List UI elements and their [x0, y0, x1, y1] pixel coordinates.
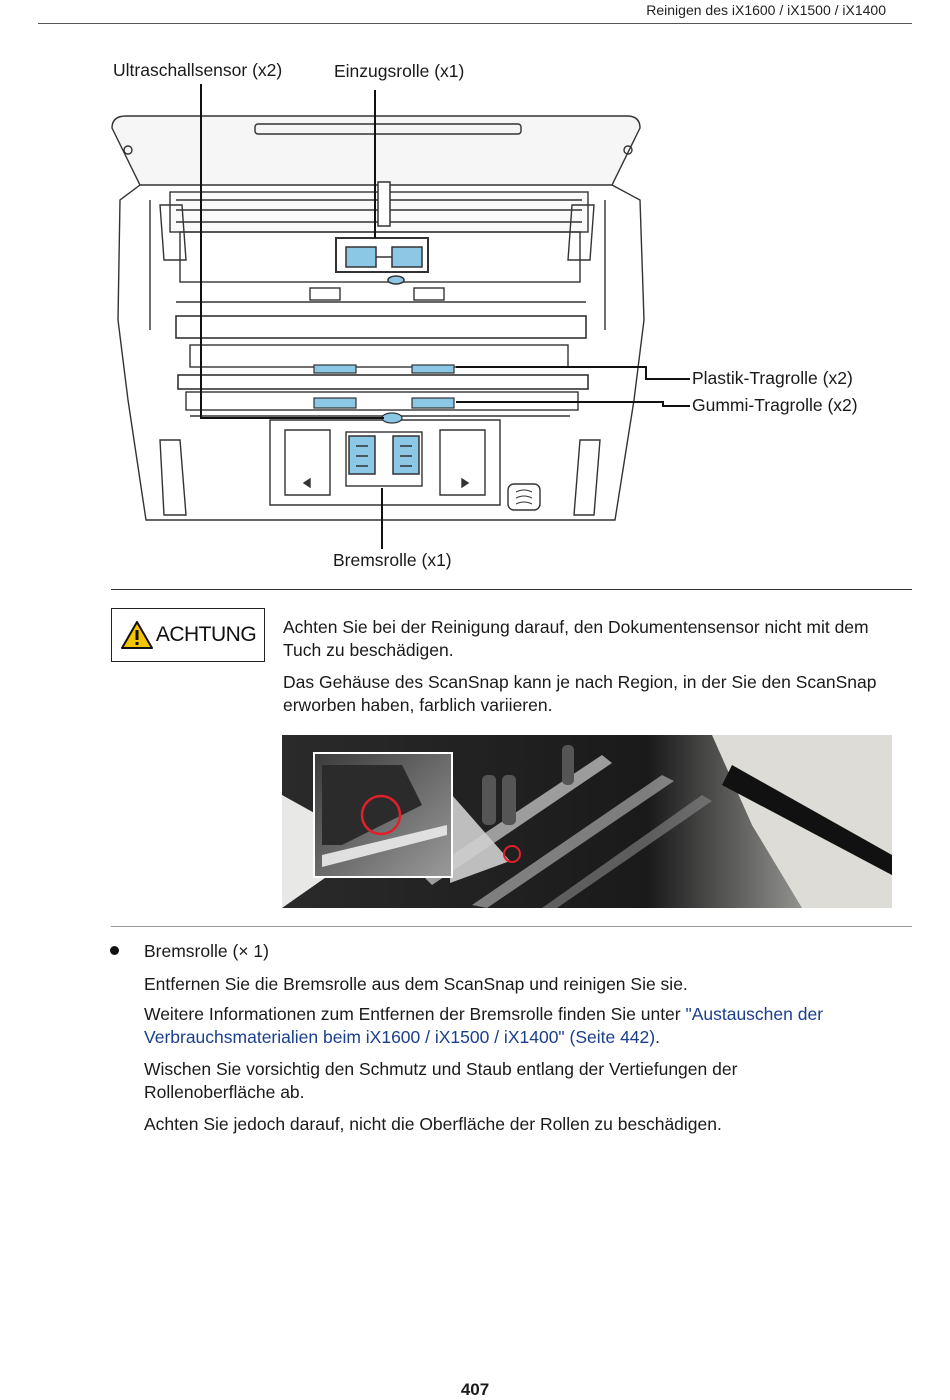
caution-badge: [111, 608, 265, 662]
bullet-paragraph-1: Entfernen Sie die Bremsrolle aus dem ScanSnap und reinigen Sie sie.: [144, 974, 688, 994]
caution-text-1: Achten Sie bei der Reinigung darauf, den Dokumentensensor nicht mit dem Tuch zu beschädigen.: [283, 617, 869, 660]
bullet-paragraph-2-suffix: .: [655, 1027, 660, 1047]
scanner-diagram: [100, 84, 690, 549]
section-divider: [111, 589, 912, 590]
running-header: Reinigen des iX1600 / iX1500 / iX1400: [646, 2, 886, 18]
caution-text-2: Das Gehäuse des ScanSnap kann je nach Region, in der Sie den ScanSnap erworben haben, farblich variieren.: [283, 672, 877, 715]
label-pick-roller: Einzugsrolle (x1): [334, 61, 465, 81]
header-rule: [38, 23, 912, 24]
bullet-paragraph-2: [144, 1003, 904, 1049]
bullet-title: Bremsrolle (× 1): [144, 941, 269, 961]
warning-triangle-icon: [120, 620, 154, 650]
bullet-paragraph-3: Wischen Sie vorsichtig den Schmutz und Staub entlang der Vertiefungen der Rollenoberfläche ab.: [144, 1059, 738, 1102]
section-divider: [111, 926, 912, 927]
replace-consumables-link[interactable]: "Austauschen der Verbrauchsmaterialien beim iX1600 / iX1500 / iX1400" (Seite 442): [144, 1004, 824, 1047]
document-sensor-photo: [282, 735, 892, 908]
label-ultrasonic-sensor: Ultraschallsensor (x2): [113, 60, 283, 80]
bullet-paragraph-2-prefix: Weitere Informationen zum Entfernen der Bremsrolle finden Sie unter: [144, 1004, 686, 1024]
label-rubber-idler-roller: Gummi-Tragrolle (x2): [692, 395, 858, 415]
bullet-dot-icon: [110, 946, 119, 955]
label-plastic-idler-roller: Plastik-Tragrolle (x2): [692, 368, 853, 388]
bullet-paragraph-4: Achten Sie jedoch darauf, nicht die Oberfläche der Rollen zu beschädigen.: [144, 1114, 722, 1134]
label-brake-roller: Bremsrolle (x1): [333, 550, 452, 570]
caution-badge-label: ACHTUNG: [155, 623, 257, 646]
page-number: 407: [460, 1380, 490, 1399]
